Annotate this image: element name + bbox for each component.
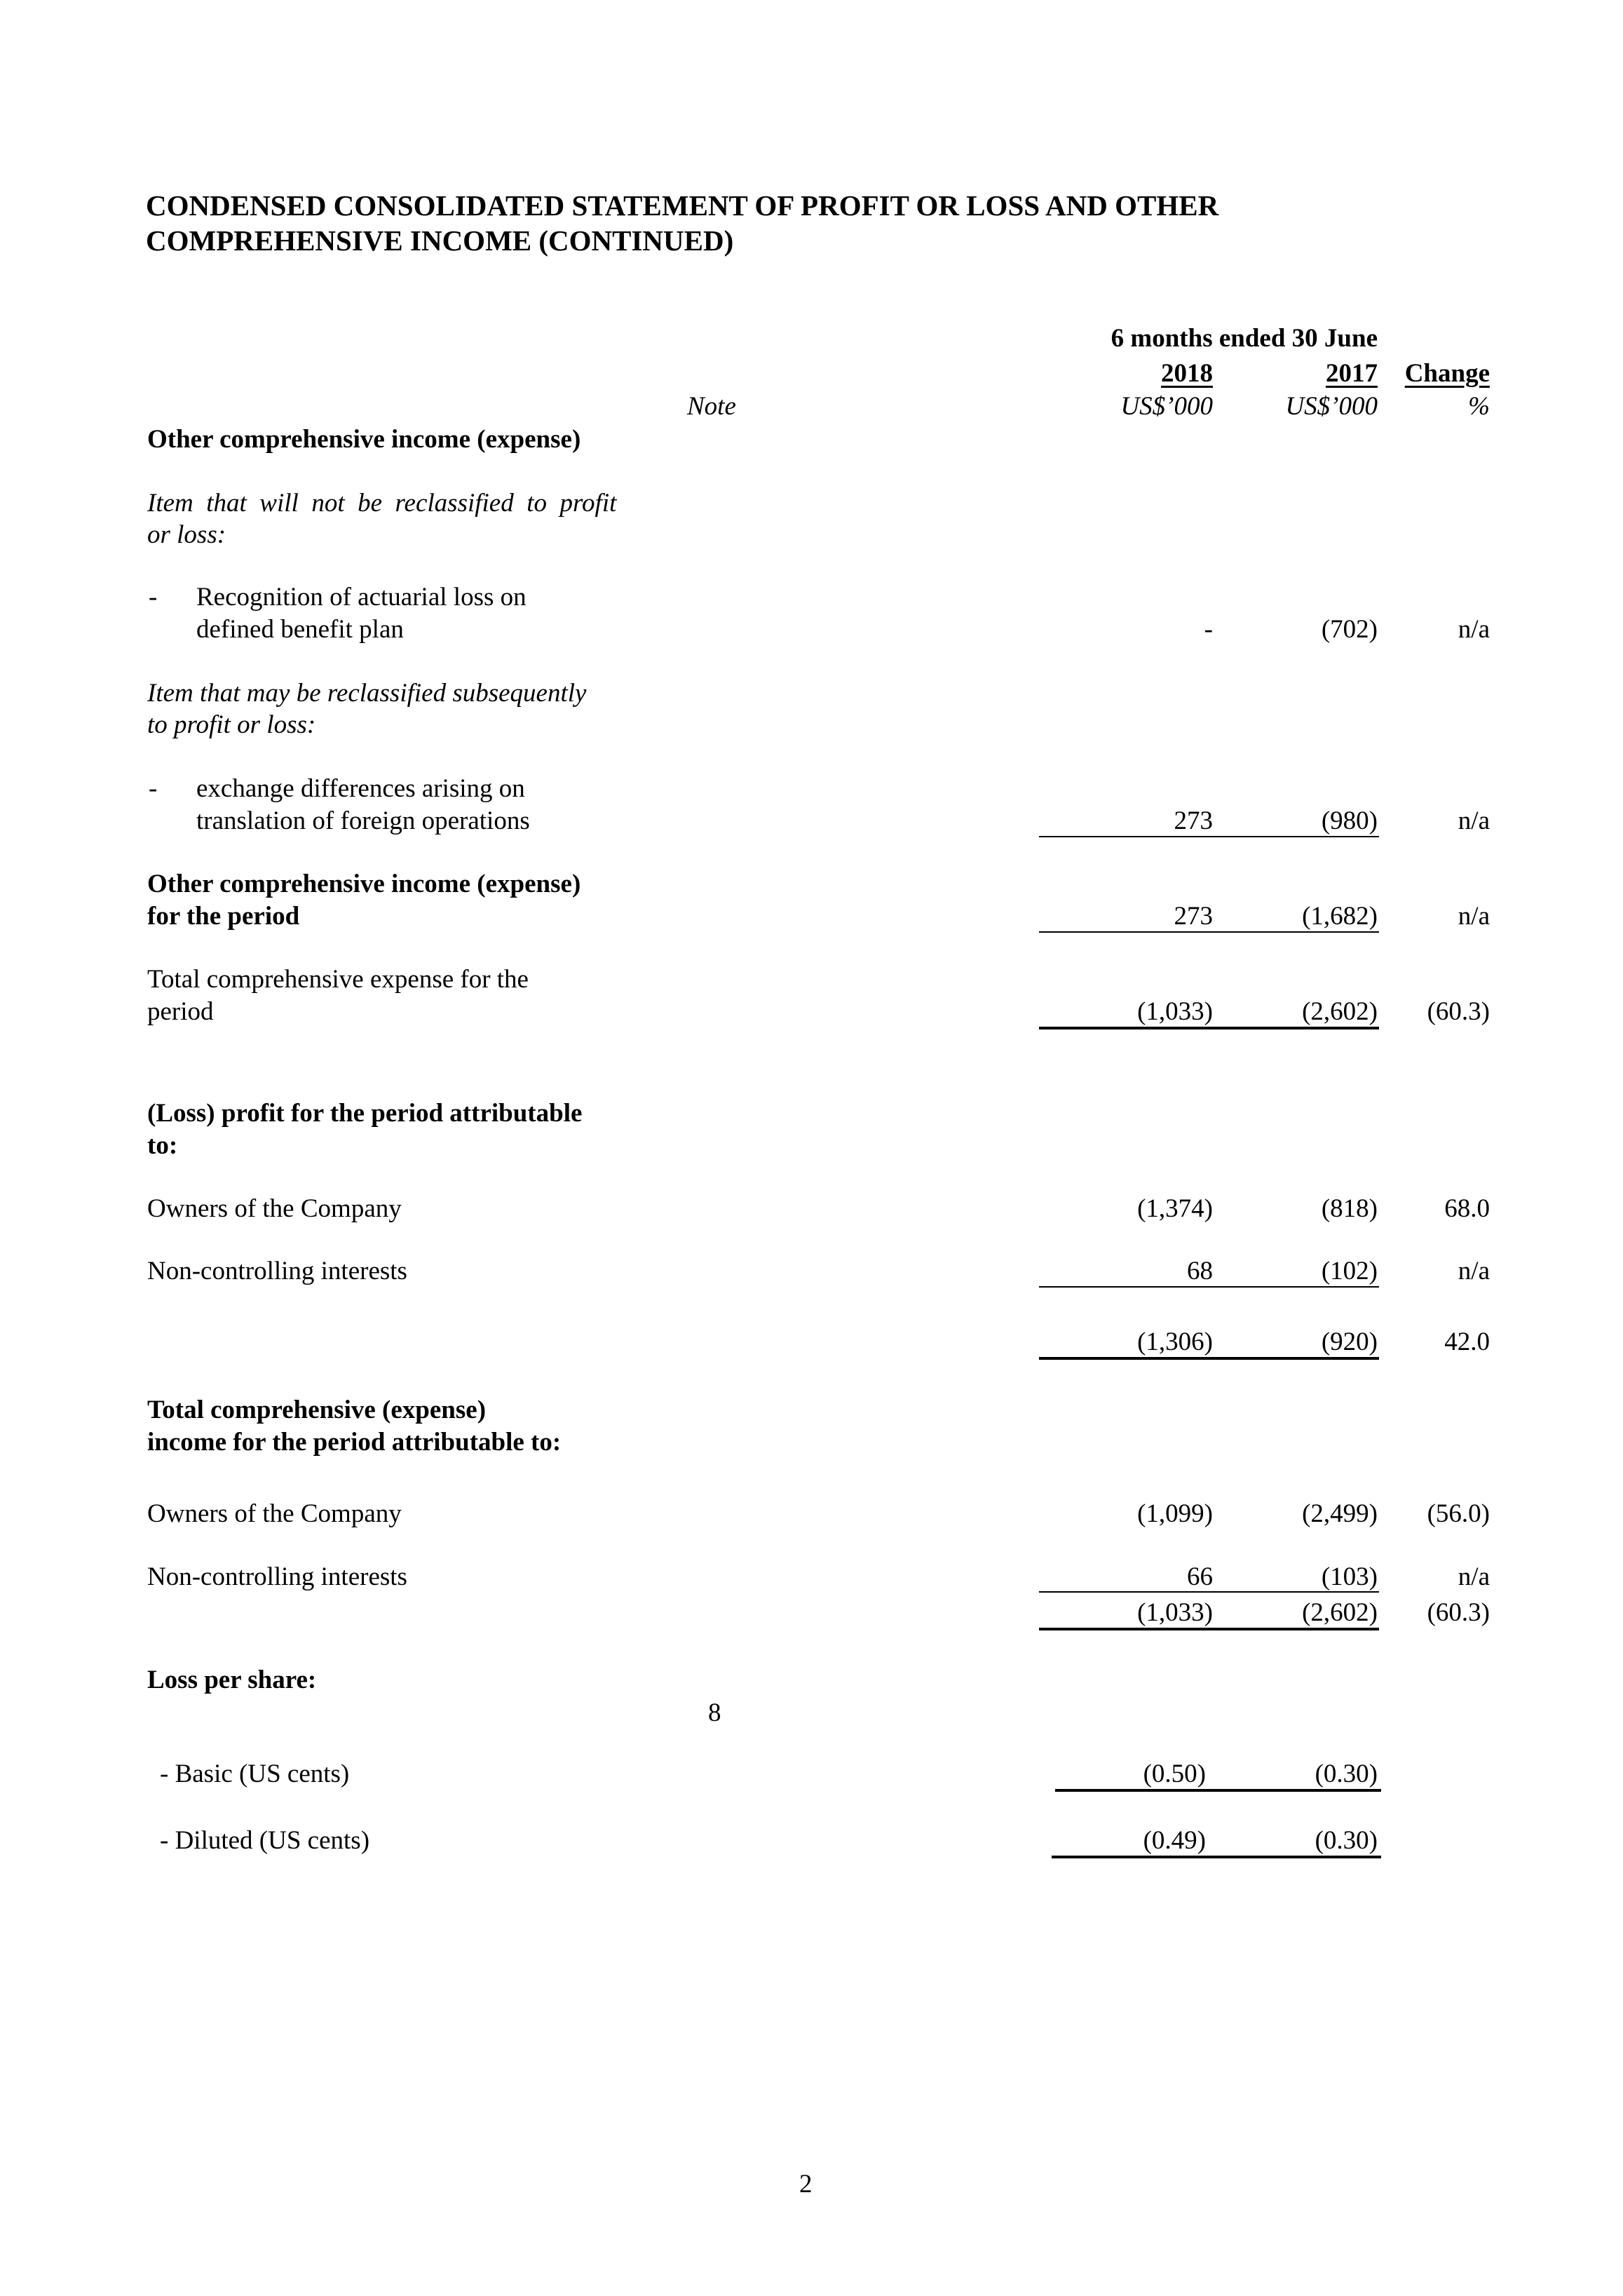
year-2018-text: 2018 <box>1161 359 1213 388</box>
lps-note-ref: 8 <box>708 1699 721 1727</box>
oci-period-line-1: Other comprehensive income (expense) <box>147 870 581 898</box>
tci-owners-2018: (1,099) <box>1137 1499 1213 1528</box>
total-double-rule <box>1039 1357 1379 1360</box>
tci-nci-change: n/a <box>1458 1562 1490 1591</box>
actuarial-label-line-2: defined benefit plan <box>196 615 404 644</box>
tci-attributable-line-2: income for the period attributable to: <box>147 1428 562 1457</box>
subtotal-rule <box>1039 1286 1379 1288</box>
nci-2017: (102) <box>1321 1257 1378 1285</box>
total-double-rule <box>1039 1027 1379 1029</box>
tce-change: (60.3) <box>1427 997 1490 1026</box>
tce-line-1: Total comprehensive expense for the <box>147 965 529 994</box>
tci-total-2017: (2,602) <box>1302 1598 1378 1627</box>
diluted-label: - Diluted (US cents) <box>160 1826 370 1855</box>
nci-label: Non-controlling interests <box>147 1257 407 1285</box>
tci-owners-label: Owners of the Company <box>147 1499 402 1528</box>
year-2017-header <box>1220 358 1378 390</box>
oci-period-line-2: for the period <box>147 902 300 931</box>
nci-change: n/a <box>1458 1257 1490 1285</box>
exchange-dash: - <box>149 774 158 803</box>
not-reclassified-line-1: Item that will not be reclassified to profit <box>147 489 617 518</box>
exchange-label-line-2: translation of foreign operations <box>196 806 530 835</box>
subtotal-rule <box>1039 1591 1379 1593</box>
year-2017-text: 2017 <box>1326 359 1378 388</box>
period-header: 6 months ended 30 June <box>1111 324 1378 353</box>
actuarial-label-line-1: Recognition of actuarial loss on <box>196 583 527 612</box>
tci-total-2018: (1,033) <box>1137 1598 1213 1627</box>
exchange-label-line-1: exchange differences arising on <box>196 774 525 803</box>
note-header: Note <box>687 392 736 421</box>
owners-2017: (818) <box>1321 1194 1378 1223</box>
tci-owners-change: (56.0) <box>1427 1499 1490 1528</box>
not-reclassified-line-2: or loss: <box>147 520 226 549</box>
subtotal-rule <box>1039 931 1379 933</box>
owners-2018: (1,374) <box>1137 1194 1213 1223</box>
total-double-rule <box>1055 1789 1381 1792</box>
tce-2017: (2,602) <box>1302 997 1378 1026</box>
change-header <box>1385 358 1490 390</box>
tci-nci-label: Non-controlling interests <box>147 1562 407 1591</box>
tci-attributable-line-1: Total comprehensive (expense) <box>147 1396 487 1424</box>
total-double-rule <box>1039 1628 1379 1630</box>
nci-2018: 68 <box>1187 1257 1213 1285</box>
pl-total-2018: (1,306) <box>1137 1328 1213 1356</box>
tci-total-change: (60.3) <box>1427 1598 1490 1627</box>
total-double-rule <box>1052 1856 1381 1858</box>
tce-line-2: period <box>147 997 214 1026</box>
lps-heading: Loss per share: <box>147 1666 317 1694</box>
reclassified-line-2: to profit or loss: <box>147 710 316 739</box>
actuarial-2017: (702) <box>1321 615 1378 644</box>
unit-2017: US$’000 <box>1285 392 1378 421</box>
pl-attributable-line-1: (Loss) profit for the period attributable <box>147 1099 583 1128</box>
change-text: Change <box>1404 359 1490 388</box>
reclassified-line-1: Item that may be reclassified subsequently <box>147 679 587 708</box>
tci-nci-2017: (103) <box>1321 1562 1378 1591</box>
pl-attributable-line-2: to: <box>147 1131 178 1160</box>
pl-total-change: 42.0 <box>1444 1328 1490 1356</box>
actuarial-change: n/a <box>1458 615 1490 644</box>
year-2018-header <box>1038 358 1213 390</box>
pl-total-2017: (920) <box>1321 1328 1378 1356</box>
oci-period-change: n/a <box>1458 902 1490 931</box>
owners-change: 68.0 <box>1444 1194 1490 1223</box>
oci-period-2018: 273 <box>1174 902 1213 931</box>
exchange-2018: 273 <box>1174 806 1213 835</box>
actuarial-2018: - <box>1204 615 1213 644</box>
exchange-change: n/a <box>1458 806 1490 835</box>
document-title-line-2: COMPREHENSIVE INCOME (CONTINUED) <box>146 224 734 257</box>
basic-label: - Basic (US cents) <box>160 1760 350 1788</box>
unit-2018: US$’000 <box>1120 392 1213 421</box>
tci-nci-2018: 66 <box>1187 1562 1213 1591</box>
basic-2018: (0.50) <box>1143 1760 1206 1788</box>
oci-period-2017: (1,682) <box>1302 902 1378 931</box>
document-title-line-1: CONDENSED CONSOLIDATED STATEMENT OF PROFIT OR LOSS AND OTHER <box>146 189 1219 222</box>
unit-change: % <box>1468 392 1490 421</box>
diluted-2018: (0.49) <box>1143 1826 1206 1855</box>
owners-label: Owners of the Company <box>147 1194 402 1223</box>
oci-heading: Other comprehensive income (expense) <box>147 425 581 454</box>
page-number: 2 <box>799 2170 813 2199</box>
diluted-2017: (0.30) <box>1315 1826 1378 1855</box>
exchange-2017: (980) <box>1321 806 1378 835</box>
subtotal-rule <box>1039 836 1379 837</box>
tci-owners-2017: (2,499) <box>1302 1499 1378 1528</box>
basic-2017: (0.30) <box>1315 1760 1378 1788</box>
actuarial-dash: - <box>149 583 158 612</box>
tce-2018: (1,033) <box>1137 997 1213 1026</box>
